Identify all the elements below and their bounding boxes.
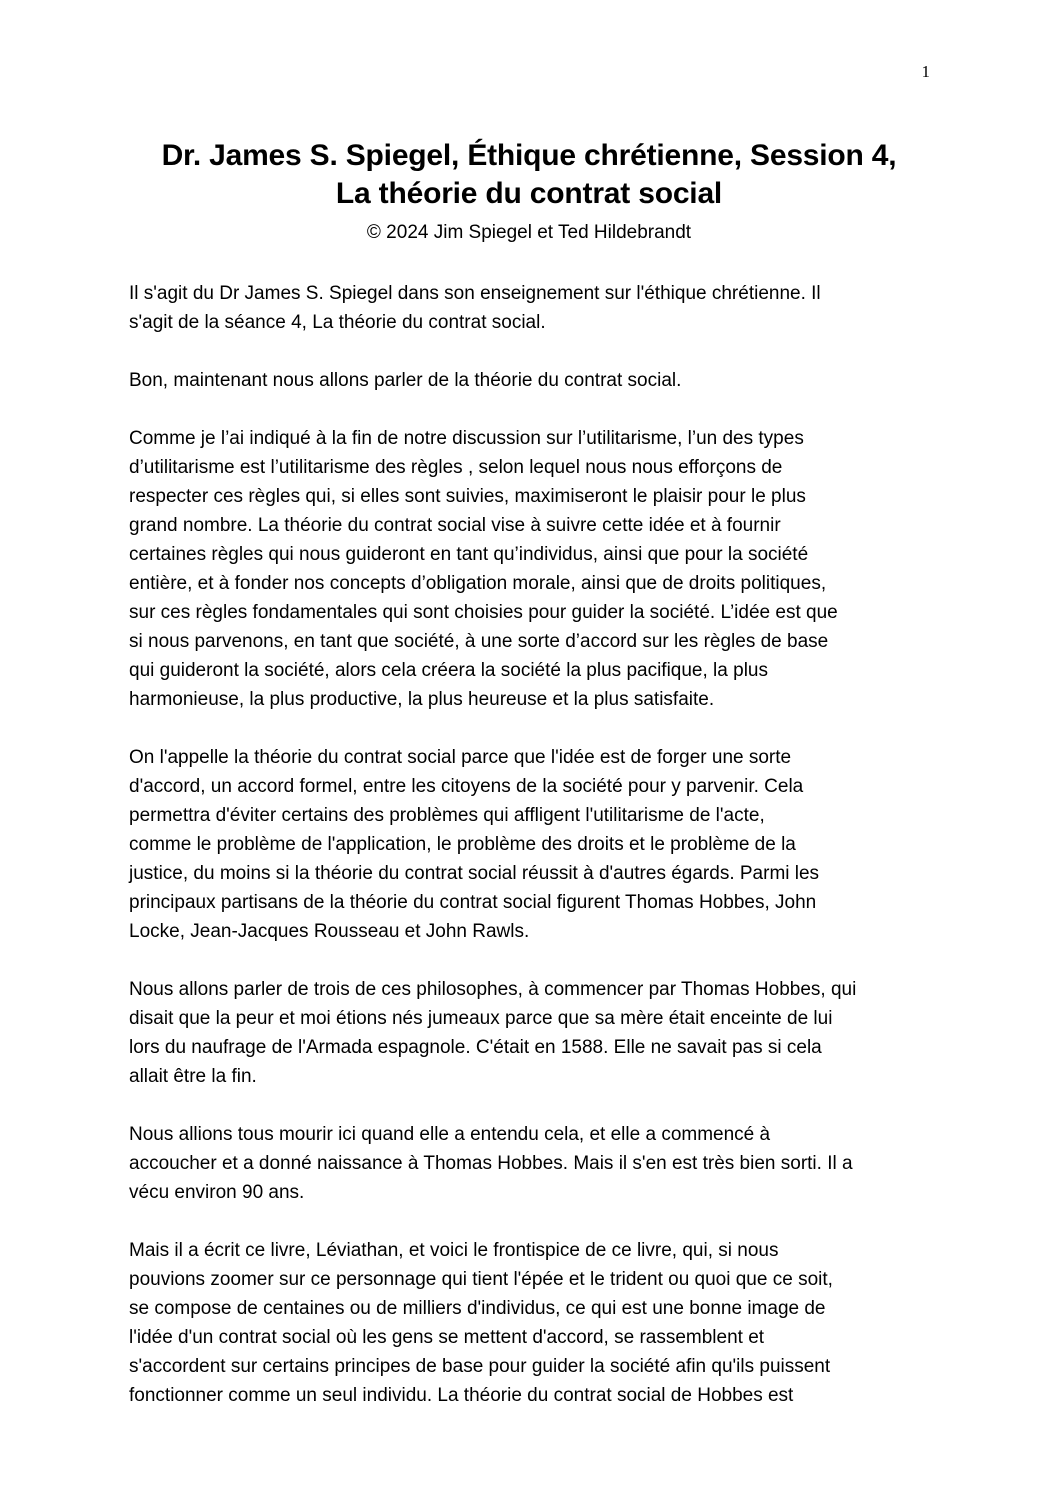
paragraph bbox=[129, 366, 935, 395]
paragraph-line: grand nombre. La théorie du contrat social vise à suivre cette idée et à fournir bbox=[129, 515, 781, 536]
paragraph bbox=[129, 424, 935, 714]
paragraph-line: Il s'agit du Dr James S. Spiegel dans son enseignement sur l'éthique chrétienne. Il bbox=[129, 283, 821, 304]
paragraph-line: Mais il a écrit ce livre, Léviathan, et voici le frontispice de ce livre, qui, si nous bbox=[129, 1240, 779, 1261]
paragraph-line: vécu environ 90 ans. bbox=[129, 1182, 305, 1203]
paragraph bbox=[129, 279, 935, 337]
paragraph-line: accoucher et a donné naissance à Thomas Hobbes. Mais il s'en est très bien sorti. Il a bbox=[129, 1153, 853, 1174]
paragraph-line: On l'appelle la théorie du contrat social parce que l'idée est de forger une sorte bbox=[129, 747, 792, 768]
paragraph-line: Nous allions tous mourir ici quand elle a entendu cela, et elle a commencé à bbox=[129, 1124, 771, 1145]
paragraph-line: s'accordent sur certains principes de base pour guider la société afin qu'ils puissent bbox=[129, 1356, 831, 1377]
paragraph-line: Nous allons parler de trois de ces philosophes, à commencer par Thomas Hobbes, qui bbox=[129, 979, 857, 1000]
paragraph-line: harmonieuse, la plus productive, la plus heureuse et la plus satisfaite. bbox=[129, 689, 715, 710]
page-number: 1 bbox=[921, 62, 930, 81]
paragraph-line: sur ces règles fondamentales qui sont choisies pour guider la société. L’idée est que bbox=[129, 602, 838, 623]
paragraph bbox=[129, 975, 935, 1091]
paragraph-line: entière, et à fonder nos concepts d’obligation morale, ainsi que de droits politiques, bbox=[129, 573, 827, 594]
copyright-notice: © 2024 Jim Spiegel et Ted Hildebrandt bbox=[366, 222, 692, 243]
paragraph-line: si nous parvenons, en tant que société, à une sorte d’accord sur les règles de base bbox=[129, 631, 829, 652]
paragraph-line: allait être la fin. bbox=[129, 1066, 257, 1087]
paragraph-line: disait que la peur et moi étions nés jumeaux parce que sa mère était enceinte de lui bbox=[129, 1008, 833, 1029]
paragraph bbox=[129, 743, 935, 946]
paragraph-line: permettra d'éviter certains des problèmes qui affligent l'utilitarisme de l'acte, bbox=[129, 805, 765, 826]
document-body bbox=[129, 279, 935, 1439]
title-line: Dr. James S. Spiegel, Éthique chrétienne, Session 4, bbox=[161, 139, 897, 172]
title-line: La théorie du contrat social bbox=[335, 177, 723, 210]
paragraph-line: d’utilitarisme est l’utilitarisme des règles , selon lequel nous nous efforçons de bbox=[129, 457, 783, 478]
paragraph bbox=[129, 1120, 935, 1207]
paragraph-line: comme le problème de l'application, le problème des droits et le problème de la bbox=[129, 834, 796, 855]
paragraph bbox=[129, 1236, 935, 1410]
paragraph-line: principaux partisans de la théorie du contrat social figurent Thomas Hobbes, John bbox=[129, 892, 817, 913]
paragraph-line: l'idée d'un contrat social où les gens se mettent d'accord, se rassemblent et bbox=[129, 1327, 765, 1348]
paragraph-line: respecter ces règles qui, si elles sont suivies, maximiseront le plaisir pour le plus bbox=[129, 486, 806, 507]
paragraph-line: fonctionner comme un seul individu. La théorie du contrat social de Hobbes est bbox=[129, 1385, 794, 1406]
paragraph-line: Comme je l’ai indiqué à la fin de notre discussion sur l’utilitarisme, l’un des types bbox=[129, 428, 804, 449]
paragraph-line: s'agit de la séance 4, La théorie du contrat social. bbox=[129, 312, 546, 333]
document-title bbox=[60, 137, 998, 213]
paragraph-line: lors du naufrage de l'Armada espagnole. C'était en 1588. Elle ne savait pas si cela bbox=[129, 1037, 822, 1058]
paragraph-line: qui guideront la société, alors cela créera la société la plus pacifique, la plus bbox=[129, 660, 768, 681]
paragraph-line: pouvions zoomer sur ce personnage qui tient l'épée et le trident ou quoi que ce soit, bbox=[129, 1269, 833, 1290]
paragraph-line: se compose de centaines ou de milliers d'individus, ce qui est une bonne image de bbox=[129, 1298, 826, 1319]
paragraph-line: Locke, Jean-Jacques Rousseau et John Rawls. bbox=[129, 921, 530, 942]
paragraph-line: certaines règles qui nous guideront en tant qu’individus, ainsi que pour la société bbox=[129, 544, 809, 565]
paragraph-line: Bon, maintenant nous allons parler de la théorie du contrat social. bbox=[129, 370, 682, 391]
paragraph-line: d'accord, un accord formel, entre les citoyens de la société pour y parvenir. Cela bbox=[129, 776, 804, 797]
paragraph-line: justice, du moins si la théorie du contrat social réussit à d'autres égards. Parmi les bbox=[129, 863, 820, 884]
